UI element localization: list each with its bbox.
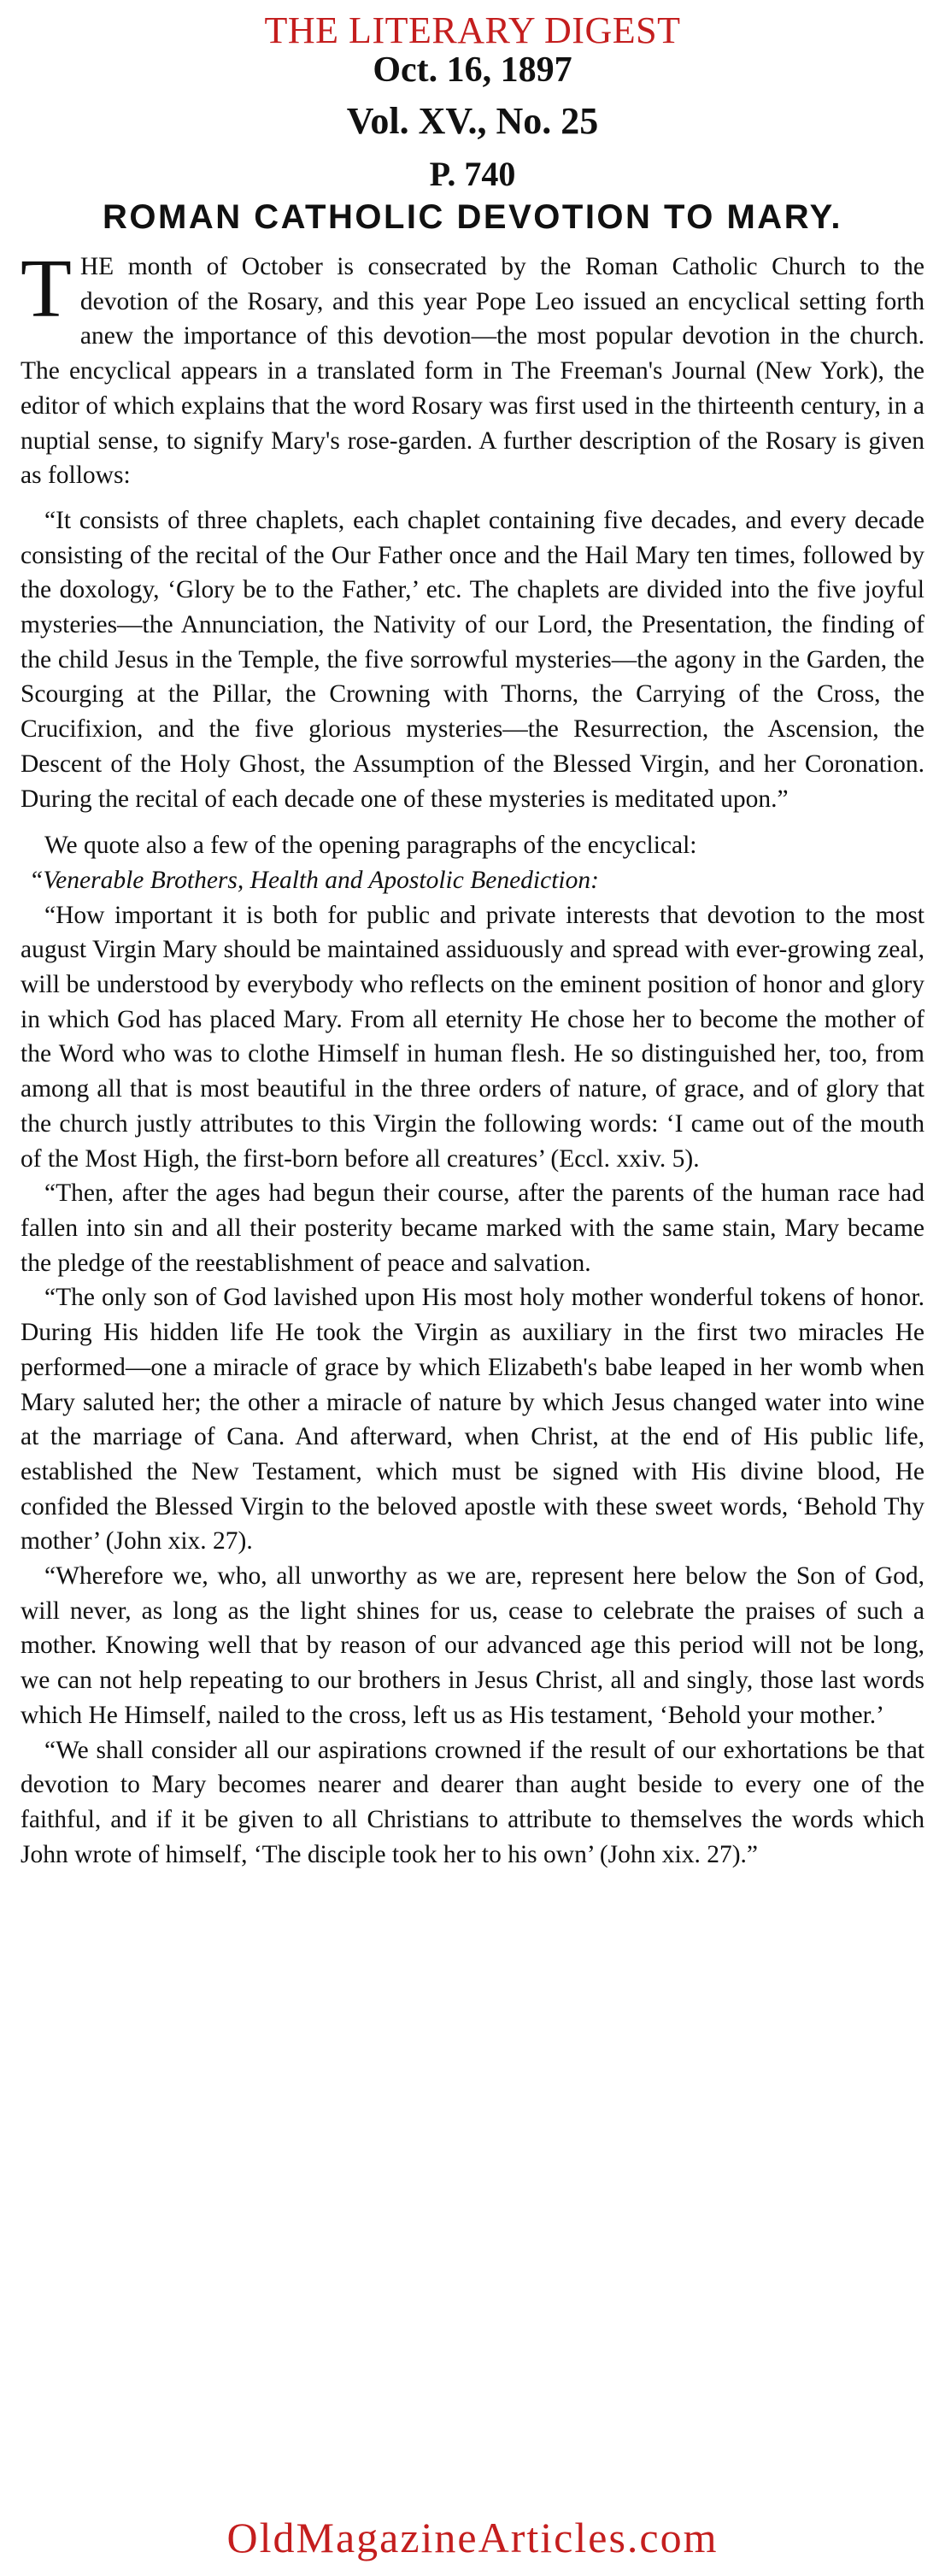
intro-paragraph	[21, 243, 924, 493]
intro-text: HE month of October is consecrated by the Roman Catholic Church to the devotion of the Rosary, and this year Pope Leo issued an encyclical setting forth anew the importance of this devotion—the most popular devotion in the church. The encyclical appears in a translated form in The Freeman's Journal (New York), the editor of which explains that the word Rosary was first used in the thirteenth century, in a nuptial sense, to signify Mary's rose-garden. A further description of the Rosary is given as follows:	[21, 253, 924, 490]
drop-cap: T	[21, 243, 72, 335]
encyclical-paragraph: “Then, after the ages had begun their course, after the parents of the human race had fallen into sin and all their posterity became marked with the same stain, Mary became the pledge of the reestablishment of peace and salvation.	[21, 1179, 924, 1277]
article-title: ROMAN CATHOLIC DEVOTION TO MARY.	[103, 198, 842, 236]
article-body	[21, 243, 924, 1872]
encyclical-paragraph: “How important it is both for public and private interests that devotion to the most august Virgin Mary should be maintained assiduously and spread with ever-growing zeal, will be understood by everybody who reflects on the eminent position of honor and glory in which God has placed Mary. From all eternity He chose her to become the mother of the Word who was to clothe Himself in human flesh. He so distinguished her, too, from among all that is most beautiful in the three orders of nature, of grace, and of glory that the church justly attributes to this Virgin the following words: ‘I came out of the mouth of the Most High, the first-born before all creatures’ (Eccl. xxiv. 5).	[21, 901, 924, 1173]
site-watermark: OldMagazineArticles.com	[226, 2514, 719, 2561]
encyclical-salutation: “Venerable Brothers, Health and Apostolic Benediction:	[29, 866, 599, 894]
publication-date: Oct. 16, 1897	[373, 50, 572, 90]
publication-volume: Vol. XV., No. 25	[346, 100, 599, 142]
page-number: P. 740	[429, 155, 516, 193]
rosary-quote: “It consists of three chaplets, each chaplet containing five decades, and every decade consisting of the recital of the Our Father once and the Hail Mary ten times, followed by the doxology, ‘Glory be to the Father,’ etc. The chaplets are divided into the five joyful mysteries—the Annunciation, the Nativity of our Lord, the Presentation, the finding of the child Jesus in the Temple, the five sorrowful mysteries—the agony in the Garden, the Scourging at the Pillar, the Crowning with Thorns, the Carrying of the Cross, the Crucifixion, and the five glorious mysteries—the Resurrection, the Ascension, the Descent of the Holy Ghost, the Assumption of the Blessed Virgin, and her Coronation. During the recital of each decade one of these mysteries is meditated upon.”	[21, 506, 924, 813]
quote-intro: We quote also a few of the opening paragraphs of the encyclical:	[44, 832, 697, 860]
publication-name: THE LITERARY DIGEST	[264, 9, 681, 51]
encyclical-paragraph: “Wherefore we, who, all unworthy as we are, represent here below the Son of God, will never, as long as the light shines for us, cease to celebrate the praises of such a mother. Knowing well that by reason of our advanced age this period will not be long, we can not help repeating to our brothers in Jesus Christ, all and singly, those last words which He Himself, nailed to the cross, left us as His testament, ‘Behold your mother.’	[21, 1562, 924, 1729]
encyclical-paragraph: “The only son of God lavished upon His most holy mother wonderful tokens of honor. During His hidden life He took the Virgin as auxiliary in the first two miracles He performed—one a miracle of grace by which Elizabeth's babe leaped in her womb when Mary saluted her; the other a miracle of nature by which Jesus changed water into wine at the marriage of Cana. And afterward, when Christ, at the end of His public life, established the New Testament, which must be signed with His divine blood, He confided the Blessed Virgin to the beloved apostle with these sweet words, ‘Behold Thy mother’ (John xix. 27).	[21, 1284, 924, 1556]
encyclical-paragraph: “We shall consider all our aspirations crowned if the result of our exhortations be that devotion to Mary becomes nearer and dearer than aught beside to every one of the faithful, and if it be given to all Christians to attribute to themselves the words which John wrote of himself, ‘The disciple took her to his own’ (John xix. 27).”	[21, 1736, 924, 1868]
